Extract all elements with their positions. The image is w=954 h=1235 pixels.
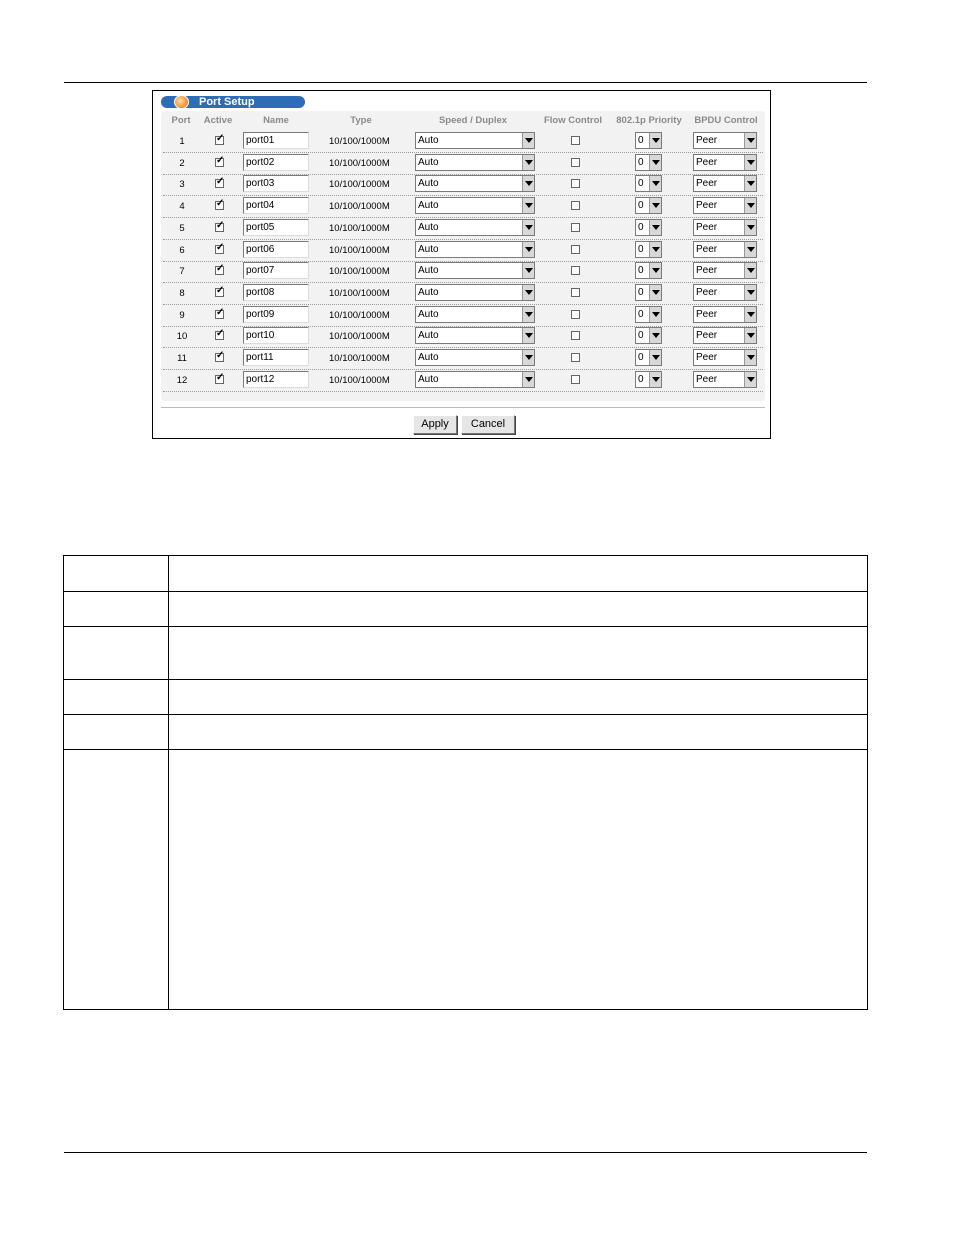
chevron-down-icon	[649, 307, 661, 322]
priority-select[interactable]	[635, 154, 662, 171]
header-name: Name	[263, 115, 289, 126]
desc-label-cell	[64, 592, 169, 627]
flow-control-checkbox[interactable]	[571, 245, 580, 254]
port-number: 7	[179, 266, 185, 278]
speed-duplex-select[interactable]	[415, 284, 535, 301]
bpdu-control-value: Peer	[696, 373, 718, 385]
priority-value: 0	[638, 265, 644, 277]
header-type: Type	[350, 115, 372, 126]
header-port: Port	[171, 115, 191, 126]
port-number: 4	[179, 201, 185, 213]
bpdu-control-value: Peer	[696, 243, 718, 255]
desc-value-cell	[169, 556, 868, 592]
header-active: Active	[203, 115, 233, 126]
table-row	[163, 283, 763, 305]
speed-duplex-value: Auto	[418, 221, 439, 233]
priority-select[interactable]	[635, 197, 662, 214]
chevron-down-icon	[744, 133, 756, 148]
chevron-down-icon	[522, 263, 534, 278]
port-name-input[interactable]: port03	[243, 175, 309, 192]
table-row	[163, 370, 763, 392]
flow-control-checkbox[interactable]	[571, 266, 580, 275]
port-type: 10/100/1000M	[329, 353, 390, 364]
chevron-down-icon	[649, 133, 661, 148]
chevron-down-icon	[522, 155, 534, 170]
table-row	[163, 305, 763, 327]
port-type: 10/100/1000M	[329, 309, 390, 321]
bpdu-control-value: Peer	[696, 352, 718, 363]
active-checkbox[interactable]	[215, 288, 224, 297]
chevron-down-icon	[744, 263, 756, 278]
speed-duplex-value: Auto	[418, 265, 439, 277]
chevron-down-icon	[744, 176, 756, 191]
table-row	[163, 348, 763, 370]
port-type: 10/100/1000M	[329, 201, 390, 213]
port-number: 5	[179, 222, 185, 234]
flow-control-checkbox[interactable]	[571, 310, 580, 319]
bpdu-control-select[interactable]	[693, 241, 757, 258]
chevron-down-icon	[649, 176, 661, 191]
port-name-input[interactable]: port02	[243, 154, 309, 171]
port-number: 6	[179, 244, 185, 256]
chevron-down-icon	[522, 328, 534, 343]
port-type: 10/100/1000M	[329, 266, 390, 278]
chevron-down-icon	[522, 307, 534, 322]
speed-duplex-value: Auto	[418, 243, 439, 255]
chevron-down-icon	[522, 176, 534, 191]
active-checkbox[interactable]	[215, 201, 224, 210]
speed-duplex-select[interactable]	[415, 327, 535, 344]
priority-select[interactable]	[635, 371, 662, 388]
priority-value: 0	[638, 308, 644, 320]
header-speed-duplex: Speed / Duplex	[438, 115, 508, 126]
bpdu-control-select[interactable]	[693, 327, 757, 344]
priority-select[interactable]	[635, 241, 662, 258]
desc-value-cell	[169, 592, 868, 627]
speed-duplex-select[interactable]	[415, 197, 535, 214]
header-rule	[64, 82, 867, 83]
flow-control-checkbox[interactable]	[571, 331, 580, 340]
active-checkbox[interactable]	[215, 353, 224, 362]
bpdu-control-select[interactable]	[693, 284, 757, 301]
priority-select[interactable]	[635, 284, 662, 301]
bpdu-control-value: Peer	[696, 135, 718, 146]
priority-select[interactable]	[635, 349, 662, 366]
flow-control-checkbox[interactable]	[571, 223, 580, 232]
chevron-down-icon	[649, 198, 661, 213]
cancel-button[interactable]: Cancel	[461, 415, 515, 434]
priority-value: 0	[638, 330, 644, 342]
speed-duplex-value: Auto	[418, 156, 439, 168]
chevron-down-icon	[744, 198, 756, 213]
port-type: 10/100/1000M	[329, 179, 390, 191]
port-type: 10/100/1000M	[329, 136, 390, 147]
chevron-down-icon	[649, 350, 661, 365]
priority-value: 0	[638, 156, 644, 168]
active-checkbox[interactable]	[215, 375, 224, 384]
bpdu-control-select[interactable]	[693, 197, 757, 214]
active-checkbox[interactable]	[215, 310, 224, 319]
table-row	[163, 326, 763, 348]
flow-control-checkbox[interactable]	[571, 201, 580, 210]
chevron-down-icon	[744, 155, 756, 170]
speed-duplex-select[interactable]	[415, 154, 535, 171]
priority-select[interactable]	[635, 219, 662, 236]
port-type: 10/100/1000M	[329, 374, 390, 386]
port-name-input[interactable]: port01	[243, 132, 309, 149]
table-row	[163, 240, 763, 262]
speed-duplex-value: Auto	[418, 308, 439, 320]
priority-select[interactable]	[635, 262, 662, 279]
bpdu-control-select[interactable]	[693, 262, 757, 279]
desc-label-cell	[64, 750, 169, 1010]
priority-value: 0	[638, 373, 644, 385]
chevron-down-icon	[744, 307, 756, 322]
desc-label-cell	[64, 556, 169, 592]
chevron-down-icon	[522, 372, 534, 387]
bpdu-control-select[interactable]	[693, 132, 757, 149]
port-name-input[interactable]: port06	[243, 241, 309, 258]
active-checkbox[interactable]	[215, 179, 224, 188]
priority-value: 0	[638, 221, 644, 233]
table-row	[163, 174, 763, 196]
desc-value-cell	[169, 680, 868, 715]
desc-label-cell	[64, 680, 169, 715]
active-checkbox[interactable]	[215, 245, 224, 254]
bpdu-control-select[interactable]	[693, 371, 757, 388]
port-number: 2	[179, 157, 185, 169]
header-flow-control: Flow Control	[543, 115, 603, 126]
priority-value: 0	[638, 178, 644, 190]
header-bpdu-control: BPDU Control	[694, 115, 758, 126]
chevron-down-icon	[649, 285, 661, 300]
priority-value: 0	[638, 352, 644, 363]
bpdu-control-value: Peer	[696, 156, 718, 168]
port-table	[161, 111, 765, 401]
port-number: 11	[177, 353, 187, 364]
speed-duplex-value: Auto	[418, 373, 439, 385]
table-row	[163, 196, 763, 218]
port-type: 10/100/1000M	[329, 222, 390, 234]
chevron-down-icon	[744, 285, 756, 300]
speed-duplex-value: Auto	[418, 178, 439, 190]
bpdu-control-value: Peer	[696, 200, 718, 212]
port-number: 12	[176, 374, 188, 386]
bpdu-control-value: Peer	[696, 265, 718, 277]
port-number: 1	[179, 136, 185, 147]
port-type: 10/100/1000M	[329, 287, 390, 299]
chevron-down-icon	[649, 263, 661, 278]
priority-value: 0	[638, 286, 644, 298]
bpdu-control-value: Peer	[696, 308, 718, 320]
priority-value: 0	[638, 135, 644, 146]
active-checkbox[interactable]	[215, 266, 224, 275]
port-name-input[interactable]: port12	[243, 371, 309, 388]
flow-control-checkbox[interactable]	[571, 288, 580, 297]
port-name-input[interactable]: port04	[243, 197, 309, 214]
bpdu-control-select[interactable]	[693, 306, 757, 323]
port-number: 8	[179, 287, 185, 299]
chevron-down-icon	[649, 220, 661, 235]
flow-control-checkbox[interactable]	[571, 353, 580, 362]
footer-rule	[64, 1152, 867, 1153]
bpdu-control-select[interactable]	[693, 154, 757, 171]
bpdu-control-value: Peer	[696, 178, 718, 190]
table-row	[163, 261, 763, 283]
priority-value: 0	[638, 243, 644, 255]
port-name-input[interactable]: port08	[243, 284, 309, 301]
flow-control-checkbox[interactable]	[571, 136, 580, 145]
panel-title-bar	[161, 96, 305, 108]
chevron-down-icon	[649, 155, 661, 170]
chevron-down-icon	[744, 220, 756, 235]
port-type: 10/100/1000M	[329, 157, 390, 169]
header-priority: 802.1p Priority	[616, 115, 682, 126]
button-separator	[161, 407, 765, 408]
port-type: 10/100/1000M	[329, 244, 390, 256]
active-checkbox[interactable]	[215, 158, 224, 167]
port-name-input[interactable]: port11	[243, 349, 309, 366]
flow-control-checkbox[interactable]	[571, 158, 580, 167]
chevron-down-icon	[649, 328, 661, 343]
port-setup-screenshot	[152, 90, 771, 439]
speed-duplex-value: Auto	[418, 135, 439, 146]
flow-control-checkbox[interactable]	[571, 179, 580, 188]
chevron-down-icon	[744, 328, 756, 343]
speed-duplex-select[interactable]	[415, 349, 535, 366]
chevron-down-icon	[649, 242, 661, 257]
priority-select[interactable]	[635, 132, 662, 149]
port-number: 3	[179, 179, 185, 191]
desc-label-cell	[64, 627, 169, 680]
desc-value-cell	[169, 750, 868, 1010]
bpdu-control-select[interactable]	[693, 219, 757, 236]
chevron-down-icon	[744, 372, 756, 387]
priority-select[interactable]	[635, 327, 662, 344]
active-checkbox[interactable]	[215, 331, 224, 340]
active-checkbox[interactable]	[215, 136, 224, 145]
speed-duplex-select[interactable]	[415, 132, 535, 149]
chevron-down-icon	[522, 242, 534, 257]
speed-duplex-value: Auto	[418, 200, 439, 212]
speed-duplex-select[interactable]	[415, 175, 535, 192]
chevron-down-icon	[522, 285, 534, 300]
priority-select[interactable]	[635, 306, 662, 323]
chevron-down-icon	[522, 220, 534, 235]
speed-duplex-value: Auto	[418, 330, 439, 342]
priority-select[interactable]	[635, 175, 662, 192]
table-row	[163, 153, 763, 175]
active-checkbox[interactable]	[215, 223, 224, 232]
speed-duplex-select[interactable]	[415, 306, 535, 323]
apply-button[interactable]: Apply	[413, 415, 457, 434]
chevron-down-icon	[744, 350, 756, 365]
description-table	[63, 555, 868, 1010]
title-orb-icon	[174, 95, 189, 109]
bpdu-control-value: Peer	[696, 330, 718, 342]
chevron-down-icon	[522, 198, 534, 213]
chevron-down-icon	[522, 133, 534, 148]
port-name-input[interactable]: port07	[243, 262, 309, 279]
bpdu-control-select[interactable]	[693, 349, 757, 366]
speed-duplex-select[interactable]	[415, 219, 535, 236]
bpdu-control-value: Peer	[696, 286, 718, 298]
desc-value-cell	[169, 627, 868, 680]
flow-control-checkbox[interactable]	[571, 375, 580, 384]
speed-duplex-value: Auto	[418, 352, 439, 363]
priority-value: 0	[638, 200, 644, 212]
speed-duplex-value: Auto	[418, 286, 439, 298]
panel-title: Port Setup	[199, 96, 255, 108]
port-number: 10	[176, 331, 188, 343]
speed-duplex-select[interactable]	[415, 241, 535, 258]
port-name-input[interactable]: port05	[243, 219, 309, 236]
chevron-down-icon	[649, 372, 661, 387]
port-name-input[interactable]: port09	[243, 306, 309, 323]
desc-value-cell	[169, 715, 868, 750]
desc-label-cell	[64, 715, 169, 750]
speed-duplex-select[interactable]	[415, 371, 535, 388]
table-row	[163, 218, 763, 240]
chevron-down-icon	[744, 242, 756, 257]
speed-duplex-select[interactable]	[415, 262, 535, 279]
port-number: 9	[179, 309, 185, 321]
chevron-down-icon	[522, 350, 534, 365]
port-name-input[interactable]: port10	[243, 327, 309, 344]
bpdu-control-select[interactable]	[693, 175, 757, 192]
bpdu-control-value: Peer	[696, 221, 718, 233]
table-row	[163, 131, 763, 153]
port-type: 10/100/1000M	[329, 331, 390, 343]
